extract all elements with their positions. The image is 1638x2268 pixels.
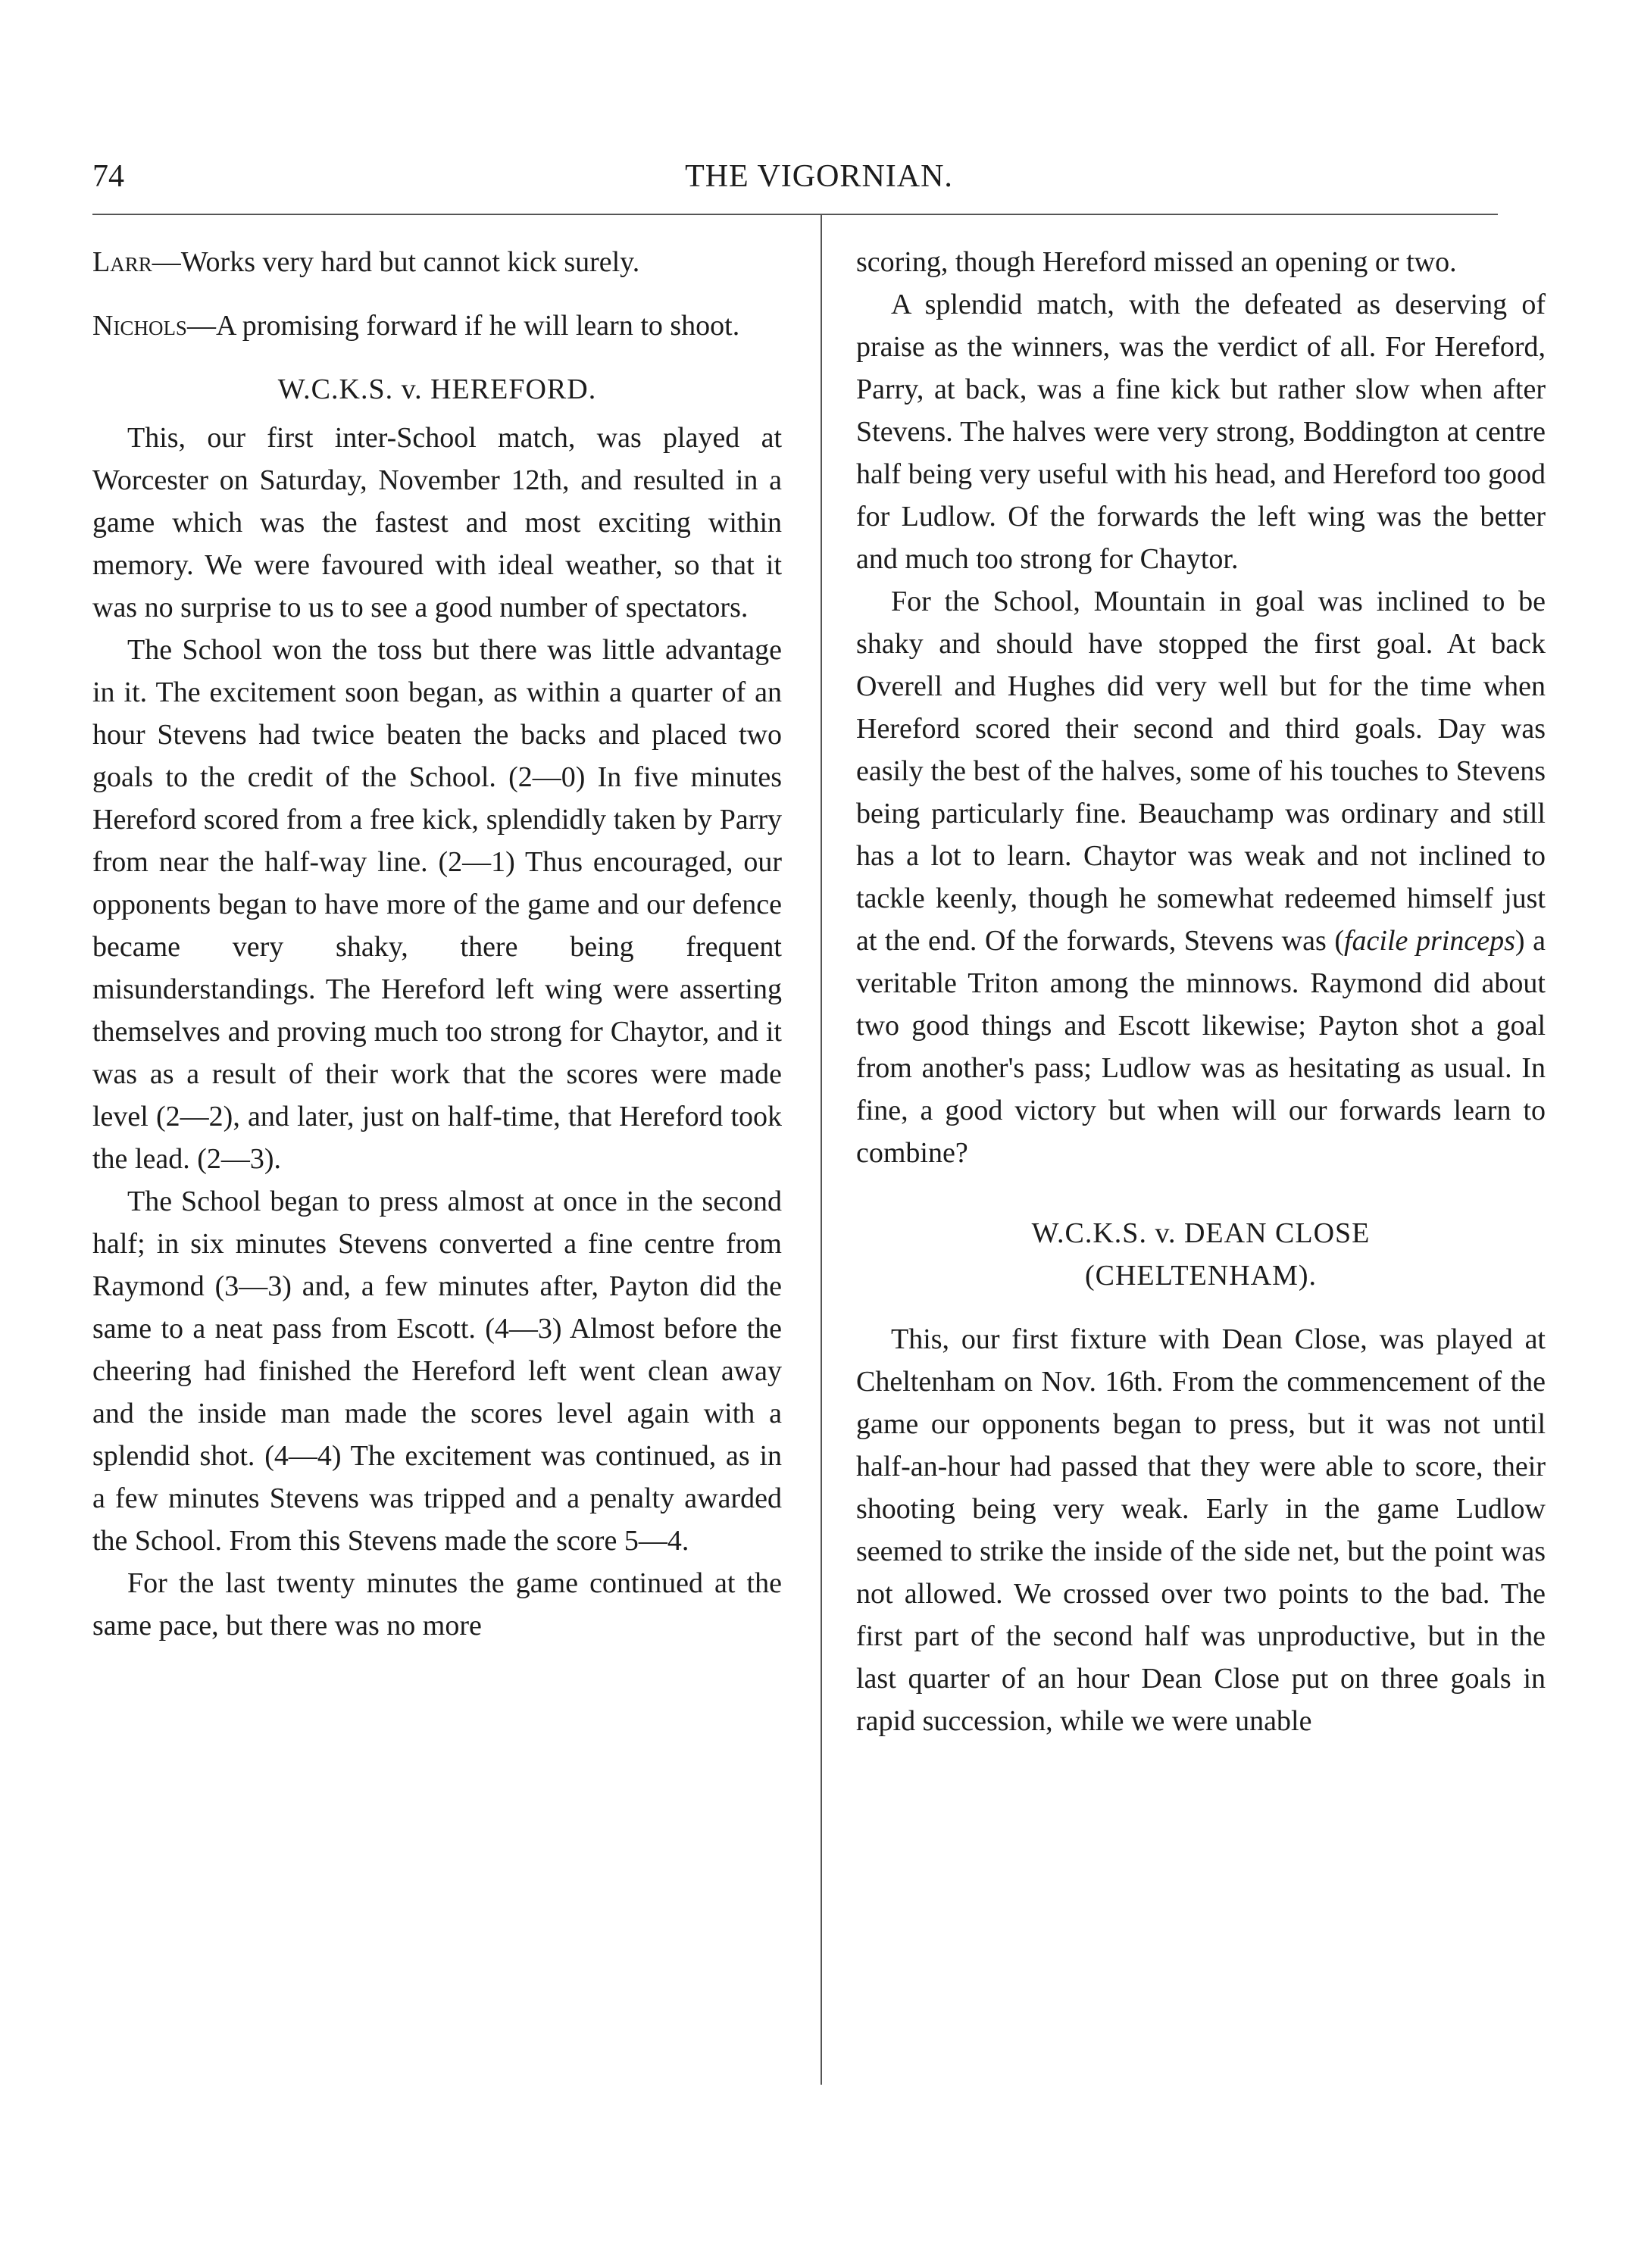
paragraph: For the last twenty minutes the game continued at the same pace, but there was no more — [92, 1567, 782, 1642]
player-note-text: —Works very hard but cannot kick surely. — [152, 246, 640, 278]
left-column — [92, 241, 782, 1647]
heading-line: (CHELTENHAM). — [1084, 1260, 1318, 1292]
italic-phrase: facile princeps — [1344, 925, 1515, 957]
player-note-text: —A promising forward if he will learn to shoot. — [186, 310, 740, 342]
player-note-larr — [92, 241, 782, 283]
paragraph: This, our first fixture with Dean Close, was played at Cheltenham on Nov. 16th. From the commencement of the game our opponents began to press, but it was not until half-an-hour had passed that they were able to score, their shooting being very weak. Early in the game Ludlow seemed to strike the inside of the side net, but the point was not allowed. We crossed over two points to the bad. The first part of the second half was unproductive, but in the last quarter of an hour Dean Close put on three goals in rapid succession, while we were unable — [856, 1323, 1546, 1737]
section-heading-dean-close — [856, 1212, 1546, 1297]
column-divider — [821, 214, 822, 2085]
player-note-nichols — [92, 305, 782, 347]
player-name: Nichols — [92, 310, 187, 342]
paragraph-text: For the School, Mountain in goal was inclined to be shaky and should have stopped the first goal. At back Overell and Hughes did very well but for the time when Hereford scored their second and third goals. Day was easily the best of the halves, some of his touches to Stevens being particularly fine. Beauchamp was ordinary and still has a lot to learn. Chaytor was weak and not inclined to tackle keenly, though he somewhat redeemed himself just at the end. Of the forwards, Stevens was ( — [856, 586, 1546, 957]
paragraph: This, our first inter-School match, was played at Worcester on Saturday, November 12th, and resulted in a game which was the fastest and most exciting within memory. We were favoured with ideal weather, so that it was no surprise to us to see a good number of spectators. — [92, 422, 782, 623]
paragraph-school-review — [856, 580, 1546, 1174]
player-name: Larr — [92, 246, 152, 278]
heading-line: W.C.K.S. v. DEAN CLOSE — [1031, 1217, 1371, 1249]
paragraph: scoring, though Hereford missed an opening or two. — [856, 246, 1457, 278]
section-heading-hereford: W.C.K.S. v. HEREFORD. — [277, 373, 597, 405]
paragraph: A splendid match, with the defeated as deserving of praise as the winners, was the verdict of all. For Hereford, Parry, at back, was a fine kick but rather slow when after Stevens. The halves were very strong, Boddington at centre half being very useful with his head, and Hereford too good for Ludlow. Of the forwards the left wing was the better and much too strong for Chaytor. — [856, 289, 1546, 575]
page-number: 74 — [92, 159, 124, 194]
header-rule — [92, 214, 1498, 215]
right-column — [856, 241, 1546, 1742]
paragraph: The School won the toss but there was little advantage in it. The excitement soon began, as within a quarter of an hour Stevens had twice beaten the backs and placed two goals to the credit of the School. (2—0) In five minutes Hereford scored from a free kick, splendidly taken by Parry from near the half-way line. (2—1) Thus encouraged, our opponents began to have more of the game and our defence became very shaky, there being frequent misunderstandings. The Hereford left wing were asserting themselves and proving much too strong for Chaytor, and it was as a result of their work that the scores were made level (2—2), and later, just on half-time, that Hereford took the lead. (2—3). — [92, 634, 782, 1175]
paragraph-text: ) a veritable Triton among the minnows. Raymond did about two good things and Escott likewise; Payton shot a goal from another's pass; Ludlow was as hesitating as usual. In fine, a good victory but when will our forwards learn to combine? — [856, 925, 1546, 1169]
running-title: THE VIGORNIAN. — [685, 159, 953, 194]
paragraph: The School began to press almost at once in the second half; in six minutes Stevens converted a fine centre from Raymond (3—3) and, a few minutes after, Payton did the same to a neat pass from Escott. (4—3) Almost before the cheering had finished the Hereford left went clean away and the inside man made the scores level again with a splendid shot. (4—4) The excitement was continued, as in a few minutes Stevens was tripped and a penalty awarded the School. From this Stevens made the score 5—4. — [92, 1186, 782, 1557]
